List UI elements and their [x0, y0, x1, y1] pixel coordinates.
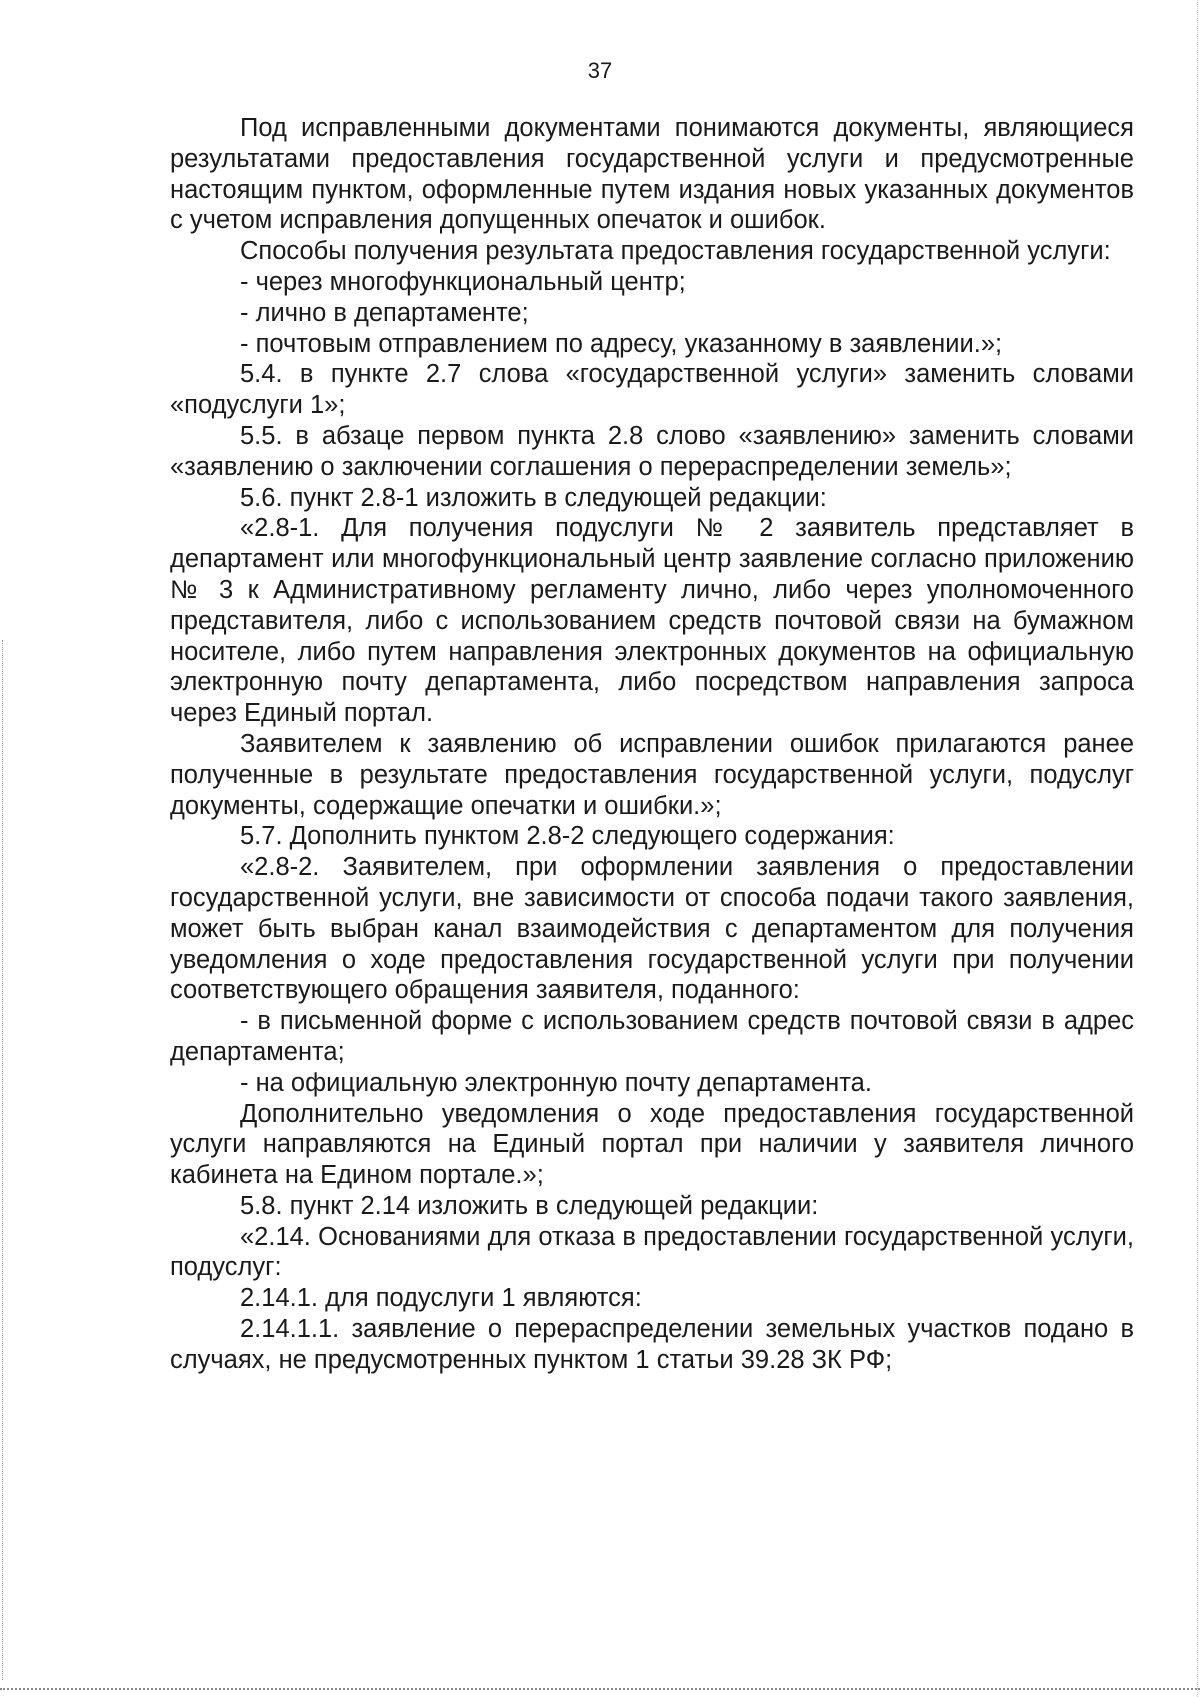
paragraph: Дополнительно уведомления о ходе предоставления государственной услуги направляются на Единый портал при наличии у заявителя личного кабинета на Едином портале.»; [170, 1099, 1134, 1190]
list-item: - на официальную электронную почту департамента. [240, 1068, 872, 1097]
list-item: - лично в департаменте; [240, 298, 529, 327]
paragraph: Способы получения результата предоставления государственной услуги: [240, 237, 1111, 266]
paragraph: «2.8-1. Для получения подуслуги № 2 заявитель представляет в департамент или многофункциональный центр заявление согласно приложению № 3 к Административному регламенту лично, либо через уполномоченного представителя, либо с использованием средств почтовой связи на бумажном носителе, либо путем направления электронных документов на официальную электронную почту департамента, либо посредством направления запроса через Единый портал. [170, 514, 1134, 728]
paragraph: 5.6. пункт 2.8-1 изложить в следующей редакции: [240, 483, 827, 512]
paragraph: Заявителем к заявлению об исправлении ошибок прилагаются ранее полученные в результате предоставления государственной услуги, подуслуг документы, содержащие опечатки и ошибки.»; [170, 729, 1134, 820]
list-item: - через многофункциональный центр; [240, 267, 686, 296]
paragraph: 5.7. Дополнить пунктом 2.8-2 следующего содержания: [240, 822, 895, 851]
paragraph: 2.14.1. для подуслуги 1 являются: [240, 1284, 642, 1313]
scan-edge-bottom [0, 1688, 1200, 1690]
document-body [170, 113, 1134, 1376]
paragraph: Под исправленными документами понимаются документы, являющиеся результатами предоставления государственной услуги и предусмотренные настоящим пунктом, оформленные путем издания новых указанных документов с учетом исправления допущенных опечаток и ошибок. [170, 114, 1134, 235]
paragraph: 5.4. в пункте 2.7 слова «государственной услуги» заменить словами «подуслуги 1»; [170, 360, 1134, 420]
scan-edge-right [1197, 0, 1198, 1697]
paragraph: «2.8-2. Заявителем, при оформлении заявления о предоставлении государственной услуги, вне зависимости от способа подачи такого заявления, может быть выбран канал взаимодействия с департаментом для получения уведомления о ходе предоставления государственной услуги при получении соответствующего обращения заявителя, поданного: [170, 853, 1134, 1005]
paragraph: 5.5. в абзаце первом пункта 2.8 слово «заявлению» заменить словами «заявлению о заключении соглашения о перераспределении земель»; [170, 421, 1134, 481]
paragraph: 5.8. пункт 2.14 изложить в следующей редакции: [240, 1191, 819, 1220]
list-item: - в письменной форме с использованием средств почтовой связи в адрес департамента; [170, 1007, 1134, 1066]
paragraph: 2.14.1.1. заявление о перераспределении земельных участков подано в случаях, не предусмотренных пунктом 1 статьи 39.28 ЗК РФ; [170, 1315, 1134, 1374]
scan-edge-left [2, 640, 5, 1680]
list-item: - почтовым отправлением по адресу, указанному в заявлении.»; [240, 329, 1003, 358]
page-number: 37 [587, 58, 613, 83]
paragraph: «2.14. Основаниями для отказа в предоставлении государственной услуги, подуслуг: [170, 1222, 1134, 1282]
